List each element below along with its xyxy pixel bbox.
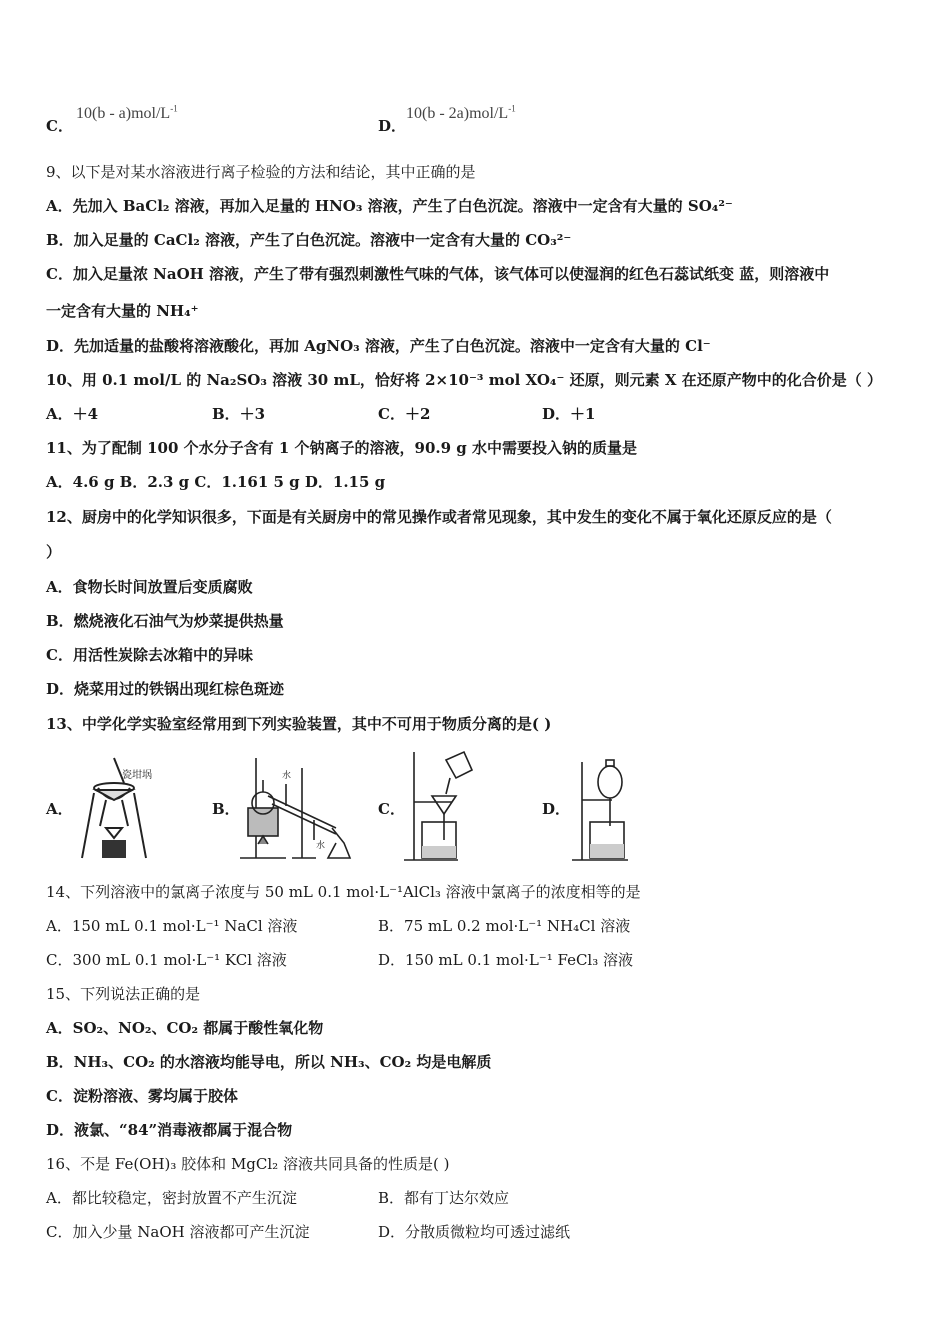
q13-stem: 13、中学化学实验室经常用到下列实验装置，其中不可用于物质分离的是( ) [46,715,552,733]
q9-option-c-line1: C．加入足量浓 NaOH 溶液，产生了带有强烈刺激性气味的气体，该气体可以使湿润的红色石蕊试纸变 蓝，则溶液中 [46,265,830,283]
q9-option-b: B．加入足量的 CaCl₂ 溶液，产生了白色沉淀。溶液中一定含有大量的 CO₃²⁻ [46,231,572,249]
q12-option-d: D．烧菜用过的铁锅出现红棕色斑迹 [46,680,285,698]
q9-option-c-line2: 一定含有大量的 NH₄⁺ [46,302,199,320]
q9-option-d: D．先加适量的盐酸将溶液酸化，再加 AgNO₃ 溶液，产生了白色沉淀。溶液中一定含有大量的 Cl⁻ [46,337,711,355]
q14-option-a: A．150 mL 0.1 mol·L⁻¹ NaCl 溶液 [46,917,298,935]
q12-option-b: B．燃烧液化石油气为炒菜提供热量 [46,612,284,630]
q10-option-a: A．＋4 [46,405,99,423]
q16-option-a: A．都比较稳定，密封放置不产生沉淀 [46,1189,297,1207]
q12-option-a: A．食物长时间放置后变质腐败 [46,578,253,596]
q16-option-c: C．加入少量 NaOH 溶液都可产生沉淀 [46,1223,310,1241]
q8-option-d-label: D． [378,117,407,135]
filtration-apparatus [402,748,482,863]
q15-option-d: D．液氯、“84”消毒液都属于混合物 [46,1121,293,1139]
q9-stem: 9、以下是对某水溶液进行离子检验的方法和结论，其中正确的是 [46,163,476,181]
q14-stem: 14、下列溶液中的氯离子浓度与 50 mL 0.1 mol·L⁻¹AlCl₃ 溶液中氯离子的浓度相等的是 [46,883,641,901]
q13-option-a-label: A． [46,800,73,818]
q15-stem: 15、下列说法正确的是 [46,985,201,1003]
q14-option-d: D．150 mL 0.1 mol·L⁻¹ FeCl₃ 溶液 [378,951,634,969]
q12-option-c: C．用活性炭除去冰箱中的异味 [46,646,253,664]
q10-option-b: B．＋3 [212,405,266,423]
q13-option-c-label: C． [378,800,405,818]
distillation-apparatus [236,748,358,863]
q15-option-b: B．NH₃、CO₂ 的水溶液均能导电，所以 NH₃、CO₂ 均是电解质 [46,1053,492,1071]
q10-stem: 10、用 0.1 mol/L 的 Na₂SO₃ 溶液 30 mL，恰好将 2×10⁻³ mol XO₄⁻ 还原，则元素 X 在还原产物中的化合价是（ ） [46,371,882,389]
q15-option-a: A．SO₂、NO₂、CO₂ 都属于酸性氧化物 [46,1019,324,1037]
evaporating-crucible-apparatus [74,748,164,863]
separatory-funnel-apparatus [568,748,638,863]
q14-option-c: C．300 mL 0.1 mol·L⁻¹ KCl 溶液 [46,951,287,969]
q11-stem: 11、为了配制 100 个水分子含有 1 个钠离子的溶液，90.9 g 水中需要投入钠的质量是 [46,439,637,457]
water-in-label: 水 [282,771,292,781]
water-out-label: 水 [316,841,326,851]
q9-option-a: A．先加入 BaCl₂ 溶液，再加入足量的 HNO₃ 溶液，产生了白色沉淀。溶液中一定含有大量的 SO₄²⁻ [46,197,733,215]
q11-options: A．4.6 g B．2.3 g C．1.161 5 g D．1.15 g [46,473,386,491]
q16-option-d: D．分散质微粒均可透过滤纸 [378,1223,571,1241]
q8-option-c-label: C． [46,117,73,135]
q12-stem-line2: ） [46,543,62,561]
q13-option-d-label: D． [542,800,571,818]
q12-stem-line1: 12、厨房中的化学知识很多，下面是有关厨房中的常见操作或者常见现象，其中发生的变化不属于氧化还原反应的是（ [46,508,832,526]
q10-option-c: C．＋2 [378,405,431,423]
crucible-label: 瓷坩埚 [122,770,152,781]
q8-option-c-formula: $10(b - a)mol/L^{-1}$ [76,103,178,122]
q14-option-b: B．75 mL 0.2 mol·L⁻¹ NH₄Cl 溶液 [378,917,631,935]
q16-option-b: B．都有丁达尔效应 [378,1189,510,1207]
q16-stem: 16、不是 Fe(OH)₃ 胶体和 MgCl₂ 溶液共同具备的性质是( ) [46,1155,450,1173]
q8-option-d-formula: $10(b - 2a)mol/L^{-1}$ [406,103,516,122]
q15-option-c: C．淀粉溶液、雾均属于胶体 [46,1087,238,1105]
q13-option-b-label: B． [212,800,240,818]
q10-option-d: D．＋1 [542,405,596,423]
